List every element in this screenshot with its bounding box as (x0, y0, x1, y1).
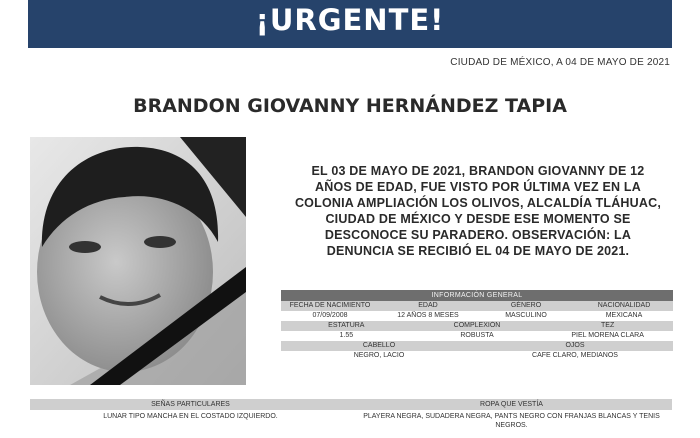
value-build: ROBUSTA (460, 332, 494, 339)
value-height: 1.55 (339, 332, 354, 339)
label-distinguishing-marks: SEÑAS PARTICULARES (151, 401, 230, 408)
label-eyes: OJOS (565, 342, 585, 349)
value-gender: MASCULINO (505, 312, 547, 319)
description-line: DESCONOCE SU PARADERO. OBSERVACIÓN: LA (324, 228, 632, 242)
value-birthdate: 07/09/2008 (312, 312, 348, 319)
value-hair: NEGRO, LACIO (353, 352, 405, 359)
details-labels-row (30, 399, 672, 410)
label-clothing: ROPA QUE VESTÍA (480, 401, 543, 408)
label-build: COMPLEXIÓN (453, 322, 501, 329)
dateline: CIUDAD DE MÉXICO, A 04 DE MAYO DE 2021 (450, 57, 670, 68)
details-table (30, 399, 672, 430)
person-photo (30, 137, 246, 385)
general-info-table (281, 290, 673, 361)
urgent-banner (28, 0, 672, 48)
info-labels-row (281, 341, 673, 351)
description-line: EL 03 DE MAYO DE 2021, BRANDON GIOVANNY DE 12 (311, 164, 645, 178)
label-birthdate: FECHA DE NACIMIENTO (289, 302, 371, 309)
label-hair: CABELLO (362, 342, 396, 349)
label-gender: GÉNERO (510, 302, 542, 309)
info-values-row (281, 311, 673, 321)
info-labels-row (281, 301, 673, 311)
info-values-row (281, 351, 673, 361)
label-complexion: TEZ (601, 322, 615, 329)
description-line: DENUNCIA SE RECIBIÓ EL 04 DE MAYO DE 2021. (326, 244, 630, 258)
label-nationality: NACIONALIDAD (597, 302, 651, 309)
info-header: INFORMACIÓN GENERAL (281, 290, 673, 301)
info-values-row (281, 331, 673, 341)
description-line: COLONIA AMPLIACIÓN LOS OLIVOS, ALCALDÍA TLÁHUAC, (294, 196, 662, 210)
banner-title: ¡URGENTE! (255, 3, 445, 37)
value-nationality: MEXICANA (605, 312, 643, 319)
value-distinguishing-marks: LUNAR TIPO MANCHA EN EL COSTADO IZQUIERDO. (103, 413, 278, 420)
person-name: BRANDON GIOVANNY HERNÁNDEZ TAPIA (133, 95, 567, 117)
description-line: AÑOS DE EDAD, FUE VISTO POR ÚLTIMA VEZ EN LA (315, 180, 641, 194)
description-line: CIUDAD DE MÉXICO Y DESDE ESE MOMENTO SE (325, 212, 631, 226)
value-complexion: PIEL MORENA CLARA (571, 332, 644, 339)
details-values-row (30, 410, 672, 430)
value-age: 12 AÑOS 8 MESES (397, 312, 459, 319)
value-clothing: PLAYERA NEGRA, SUDADERA NEGRA, PANTS NEGRO CON FRANJAS BLANCAS Y TENIS NEGROS. (363, 413, 660, 429)
missing-description (282, 163, 674, 259)
value-eyes: CAFE CLARO, MEDIANOS (532, 352, 618, 359)
info-labels-row (281, 321, 673, 331)
label-height: ESTATURA (328, 322, 365, 329)
label-age: EDAD (418, 302, 438, 309)
